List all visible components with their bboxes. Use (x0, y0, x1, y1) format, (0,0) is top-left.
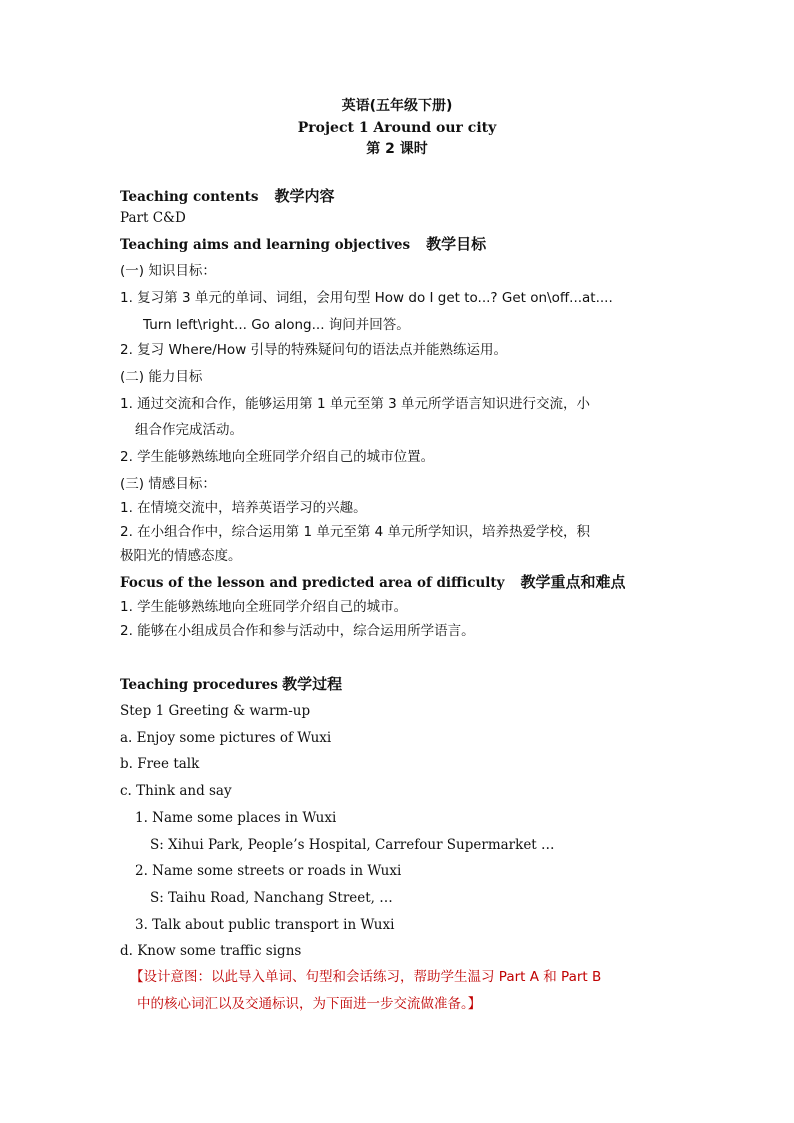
emotion-goal-item-2-cont: 极阳光的情感态度。 (120, 548, 242, 564)
knowledge-goal-item-1: 1. 复习第 3 单元的单词、词组，会用句型 How do I get to...? Get on\off...at.... (120, 290, 613, 306)
heading-cn: 教学内容 (274, 187, 335, 205)
heading-en: Teaching procedures (120, 677, 278, 693)
ability-goal-item-1: 1. 通过交流和合作，能够运用第 1 单元至第 3 单元所学语言知识进行交流，小 (120, 396, 591, 412)
focus-item-1: 1. 学生能够熟练地向全班同学介绍自己的城市。 (120, 599, 408, 615)
focus-heading (120, 572, 626, 593)
procedures-heading (120, 674, 342, 695)
step-item-b: b. Free talk (120, 756, 200, 772)
lesson-number: 第 2 课时 (366, 141, 428, 157)
step-item-c1-sample: S: Xihui Park, People’s Hospital, Carrefour Supermarket … (150, 837, 555, 853)
focus-item-2: 2. 能够在小组成员合作和参与活动中，综合运用所学语言。 (120, 623, 475, 639)
teaching-contents-body: Part C&D (120, 210, 186, 226)
ability-goal-title: (二) 能力目标 (120, 369, 203, 385)
step-item-c2: 2. Name some streets or roads in Wuxi (135, 863, 402, 879)
ability-goal-item-1-cont: 组合作完成活动。 (135, 422, 243, 438)
heading-en: Teaching contents (120, 189, 259, 205)
emotion-goal-item-2: 2. 在小组合作中，综合运用第 1 单元至第 4 单元所学知识，培养热爱学校，积 (120, 524, 591, 540)
heading-cn: 教学过程 (282, 675, 343, 693)
step-item-c2-sample: S: Taihu Road, Nanchang Street, … (150, 890, 393, 906)
doc-title: 英语(五年级下册) (341, 98, 453, 114)
knowledge-goal-item-1-cont: Turn left\right... Go along... 询问并回答。 (143, 317, 410, 333)
knowledge-goal-title: (一) 知识目标： (120, 263, 216, 279)
step-item-c: c. Think and say (120, 783, 232, 799)
step-item-c1: 1. Name some places in Wuxi (135, 810, 337, 826)
ability-goal-item-2: 2. 学生能够熟练地向全班同学介绍自己的城市位置。 (120, 449, 435, 465)
emotion-goal-item-1: 1. 在情境交流中，培养英语学习的兴趣。 (120, 500, 367, 516)
step-1: Step 1 Greeting & warm-up (120, 703, 311, 719)
knowledge-goal-item-2: 2. 复习 Where/How 引导的特殊疑问句的语法点并能熟练运用。 (120, 342, 508, 358)
design-intent-note: 【设计意图：以此导入单词、句型和会话练习，帮助学生温习 Part A 和 Part B (130, 969, 602, 985)
heading-en: Focus of the lesson and predicted area of difficulty (120, 575, 505, 591)
emotion-goal-title: (三) 情感目标： (120, 476, 216, 492)
heading-cn: 教学重点和难点 (520, 573, 626, 591)
step-item-d: d. Know some traffic signs (120, 943, 302, 959)
heading-cn: 教学目标 (426, 235, 487, 253)
project-title: Project 1 Around our city (297, 120, 497, 136)
teaching-contents-heading (120, 186, 334, 207)
design-intent-note-cont: 中的核心词汇以及交通标识，为下面进一步交流做准备。】 (137, 996, 482, 1012)
step-item-c3: 3. Talk about public transport in Wuxi (135, 917, 395, 933)
teaching-aims-heading (120, 234, 486, 255)
heading-en: Teaching aims and learning objectives (120, 237, 411, 253)
step-item-a: a. Enjoy some pictures of Wuxi (120, 730, 332, 746)
